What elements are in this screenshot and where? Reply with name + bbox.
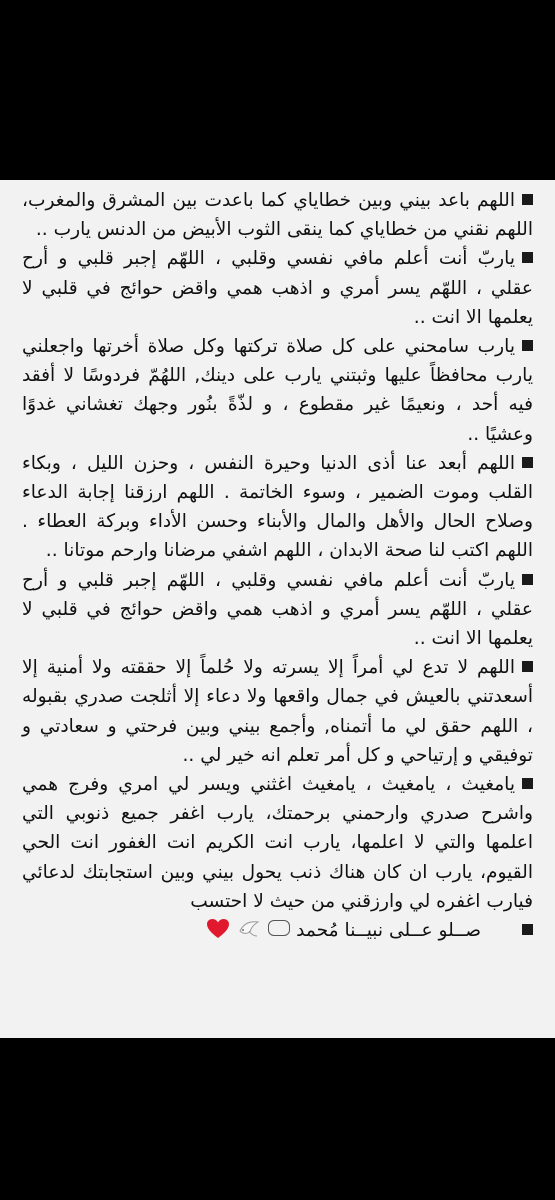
square-bullet-icon	[522, 340, 533, 351]
paragraph-4	[22, 449, 533, 566]
square-bullet-icon	[522, 194, 533, 205]
paragraph-1	[22, 186, 533, 244]
paragraph-text: اللهم أبعد عنا أذى الدنيا وحيرة النفس ، وحزن الليل ، وبكاء القلب وموت الضمير ، وسوء الخاتمة . اللهم ارزقنا إجابة الدعاء وصلاح الحال والأهل والمال والأبناء وحسن الأداء وبركة العطاء . اللهم اكتب لنا صحة الابدان ، اللهم اشفي مرضانا وارحم موتانا ..	[22, 452, 533, 562]
square-bullet-icon	[522, 661, 533, 672]
square-bullet-icon	[522, 457, 533, 468]
paragraph-text: يارب سامحني على كل صلاة تركتها وكل صلاة أخرتها واجعلني يارب محافظاً عليها وثبتني يارب على دينك, اللهُمّ فردوسًا لا أفقد فيه أحد ، ونعيمًا غير مقطوع ، و لذّةً بنُور وجهك تغشاني غدوًا وعشيًا ..	[22, 336, 533, 445]
paragraph-6	[22, 653, 533, 770]
closing-line	[22, 916, 533, 949]
paragraph-2	[22, 244, 533, 332]
dove-icon	[238, 919, 260, 949]
paragraph-text: يامغيث ، يامغيث ، يامغيث اغثني ويسر لي امري وفرج همي واشرح صدري وارحمني برحمتك، يارب اغفر جميع ذنوبي التي اعلمها والتي لا اعلمها، يارب انت الكريم انت الغفور انت الحي القيوم، يارب ان كان هناك ذنب يحول بيني وبين استجابتك لدعائي فيارب اغفره لي وارزقني من حيث لا احتسب	[22, 774, 533, 912]
prayer-document	[0, 180, 555, 1038]
salawat-seal-icon	[268, 920, 290, 936]
square-bullet-icon	[522, 924, 533, 935]
closing-text: صــلو عــلى نبيــنا مُحمد	[296, 920, 481, 942]
square-bullet-icon	[522, 778, 533, 789]
paragraph-text: ياربّ أنت أعلم مافي نفسي وقلبي ، اللهّم إجبر قلبي و أرح عقلي ، اللهّم يسر أمري و اذهب همي واقض حوائج في قلبي لا يعلمها الا انت ..	[22, 569, 533, 650]
paragraph-text: اللهم لا تدع لي أمراً إلا يسرته ولا حُلماً إلا حققته ولا أمنية إلا أسعدتني بالعيش في جمال واقعها ولا دعاء إلا أثلجت صدري بقبوله ، اللهم حقق لي ما أتمناه, وأجمع بيني وبين فرحتي و سعادتي و توفيقي و إرتياحي و كل أمر تعلم انه خير لي ..	[22, 657, 533, 766]
paragraph-7	[22, 770, 533, 916]
red-heart-icon	[206, 918, 230, 949]
paragraph-text: ياربّ أنت أعلم مافي نفسي وقلبي ، اللهّم إجبر قلبي و أرح عقلي ، اللهّم يسر أمري و اذهب همي واقض حوائج في قلبي لا يعلمها الا انت ..	[22, 248, 533, 328]
paragraph-3	[22, 332, 533, 449]
paragraph-text: اللهم باعد بيني وبين خطاياي كما باعدت بين المشرق والمغرب، اللهم نقني من خطاياي كما ينقى الثوب الأبيض من الدنس يارب ..	[22, 190, 533, 241]
square-bullet-icon	[522, 252, 533, 263]
paragraph-5	[22, 566, 533, 654]
square-bullet-icon	[522, 574, 533, 585]
